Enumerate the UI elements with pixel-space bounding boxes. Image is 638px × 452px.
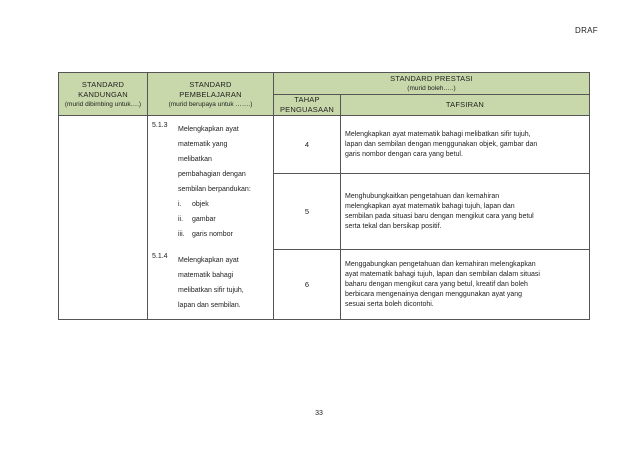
tafsiran-line: ayat matematik bahagi tujuh, lapan dan sembilan dalam situasi xyxy=(345,270,540,278)
learning-item xyxy=(152,122,269,242)
learning-item-line: melibatkan xyxy=(178,156,212,163)
tafsiran-title: TAFSIRAN xyxy=(445,100,485,109)
draft-label: DRAF xyxy=(575,26,598,35)
header-tafsiran xyxy=(341,95,590,116)
page-number: 33 xyxy=(315,410,323,417)
tafsiran-4 xyxy=(341,116,590,174)
tafsiran-6 xyxy=(341,250,590,320)
header-standard-prestasi xyxy=(274,73,590,95)
subitem-mark: ii. xyxy=(178,216,184,223)
learning-item-line: matematik yang xyxy=(178,141,228,148)
col1-subtitle: (murid dibimbing untuk….) xyxy=(64,100,142,108)
col2-title-line2: PEMBELAJARAN xyxy=(179,89,242,99)
subitem-text: gambar xyxy=(192,216,216,223)
col2-subtitle: (murid berupaya untuk …….) xyxy=(168,100,253,108)
learning-item-line: Melengkapkan ayat xyxy=(178,126,239,133)
learning-item-line: Melengkapkan ayat xyxy=(178,257,239,264)
level-5: 5 xyxy=(274,174,341,250)
tahap-line1: TAHAP xyxy=(294,95,320,104)
prestasi-subtitle: (murid boleh…..) xyxy=(407,85,456,92)
level-4: 4 xyxy=(274,116,341,174)
tahap-line2: PENGUASAAN xyxy=(279,105,335,114)
header-tahap-penguasaan xyxy=(274,95,341,116)
learning-subitem xyxy=(178,197,251,212)
tafsiran-line: serta tekal dan bersikap positif. xyxy=(345,222,442,230)
kandungan-cell xyxy=(59,116,148,320)
tafsiran-line: Melengkapkan ayat matematik bahagi melibatkan sifir tujuh, xyxy=(345,130,531,138)
subitem-mark: i. xyxy=(178,201,182,208)
learning-item xyxy=(152,253,269,313)
header-standard-pembelajaran xyxy=(148,73,274,116)
tafsiran-5 xyxy=(341,174,590,250)
tafsiran-line: berbicara mengenainya dengan menggunakan ayat yang xyxy=(345,290,523,298)
level-6: 6 xyxy=(274,250,341,320)
col1-title-line1: STANDARD xyxy=(81,79,125,89)
tafsiran-line: baharu dengan mengikut cara yang betul, kreatif dan boleh xyxy=(345,280,528,288)
learning-subitem xyxy=(178,212,251,227)
learning-item-line: melibatkan sifir tujuh, xyxy=(178,287,244,294)
tafsiran-line: Menggabungkan pengetahuan dan kemahiran melengkapkan xyxy=(345,260,536,268)
tafsiran-line: sembilan pada situasi baru dengan mengikut cara yang betul xyxy=(345,212,534,220)
learning-item-line: matematik bahagi xyxy=(178,272,234,279)
subitem-text: objek xyxy=(192,201,209,208)
learning-item-line: lapan dan sembilan. xyxy=(178,302,241,309)
standards-table xyxy=(58,72,590,320)
prestasi-title: STANDARD PRESTASI xyxy=(390,74,473,83)
subitem-mark: iii. xyxy=(178,231,185,238)
col1-title-line2: KANDUNGAN xyxy=(78,89,128,99)
col2-title-line1: STANDARD xyxy=(189,79,232,89)
learning-item-line: sembilan berpandukan: xyxy=(178,186,251,193)
tafsiran-line: melengkapkan ayat matematik bahagi tujuh, lapan dan xyxy=(345,202,515,210)
learning-item-number: 5.1.4 xyxy=(152,253,168,260)
subitem-text: garis nombor xyxy=(192,231,233,238)
tafsiran-line: lapan dan sembilan dengan menggunakan objek, gambar dan xyxy=(345,140,538,148)
tafsiran-line: garis nombor dengan cara yang betul. xyxy=(345,150,463,158)
header-standard-kandungan xyxy=(59,73,148,116)
pembelajaran-cell xyxy=(148,116,274,320)
learning-item-number: 5.1.3 xyxy=(152,122,168,129)
learning-item-line: pembahagian dengan xyxy=(178,171,246,178)
tafsiran-line: sesuai serta boleh dicontohi. xyxy=(345,300,434,308)
tafsiran-line: Menghubungkaitkan pengetahuan dan kemahiran xyxy=(345,192,500,200)
learning-subitem xyxy=(178,227,251,242)
